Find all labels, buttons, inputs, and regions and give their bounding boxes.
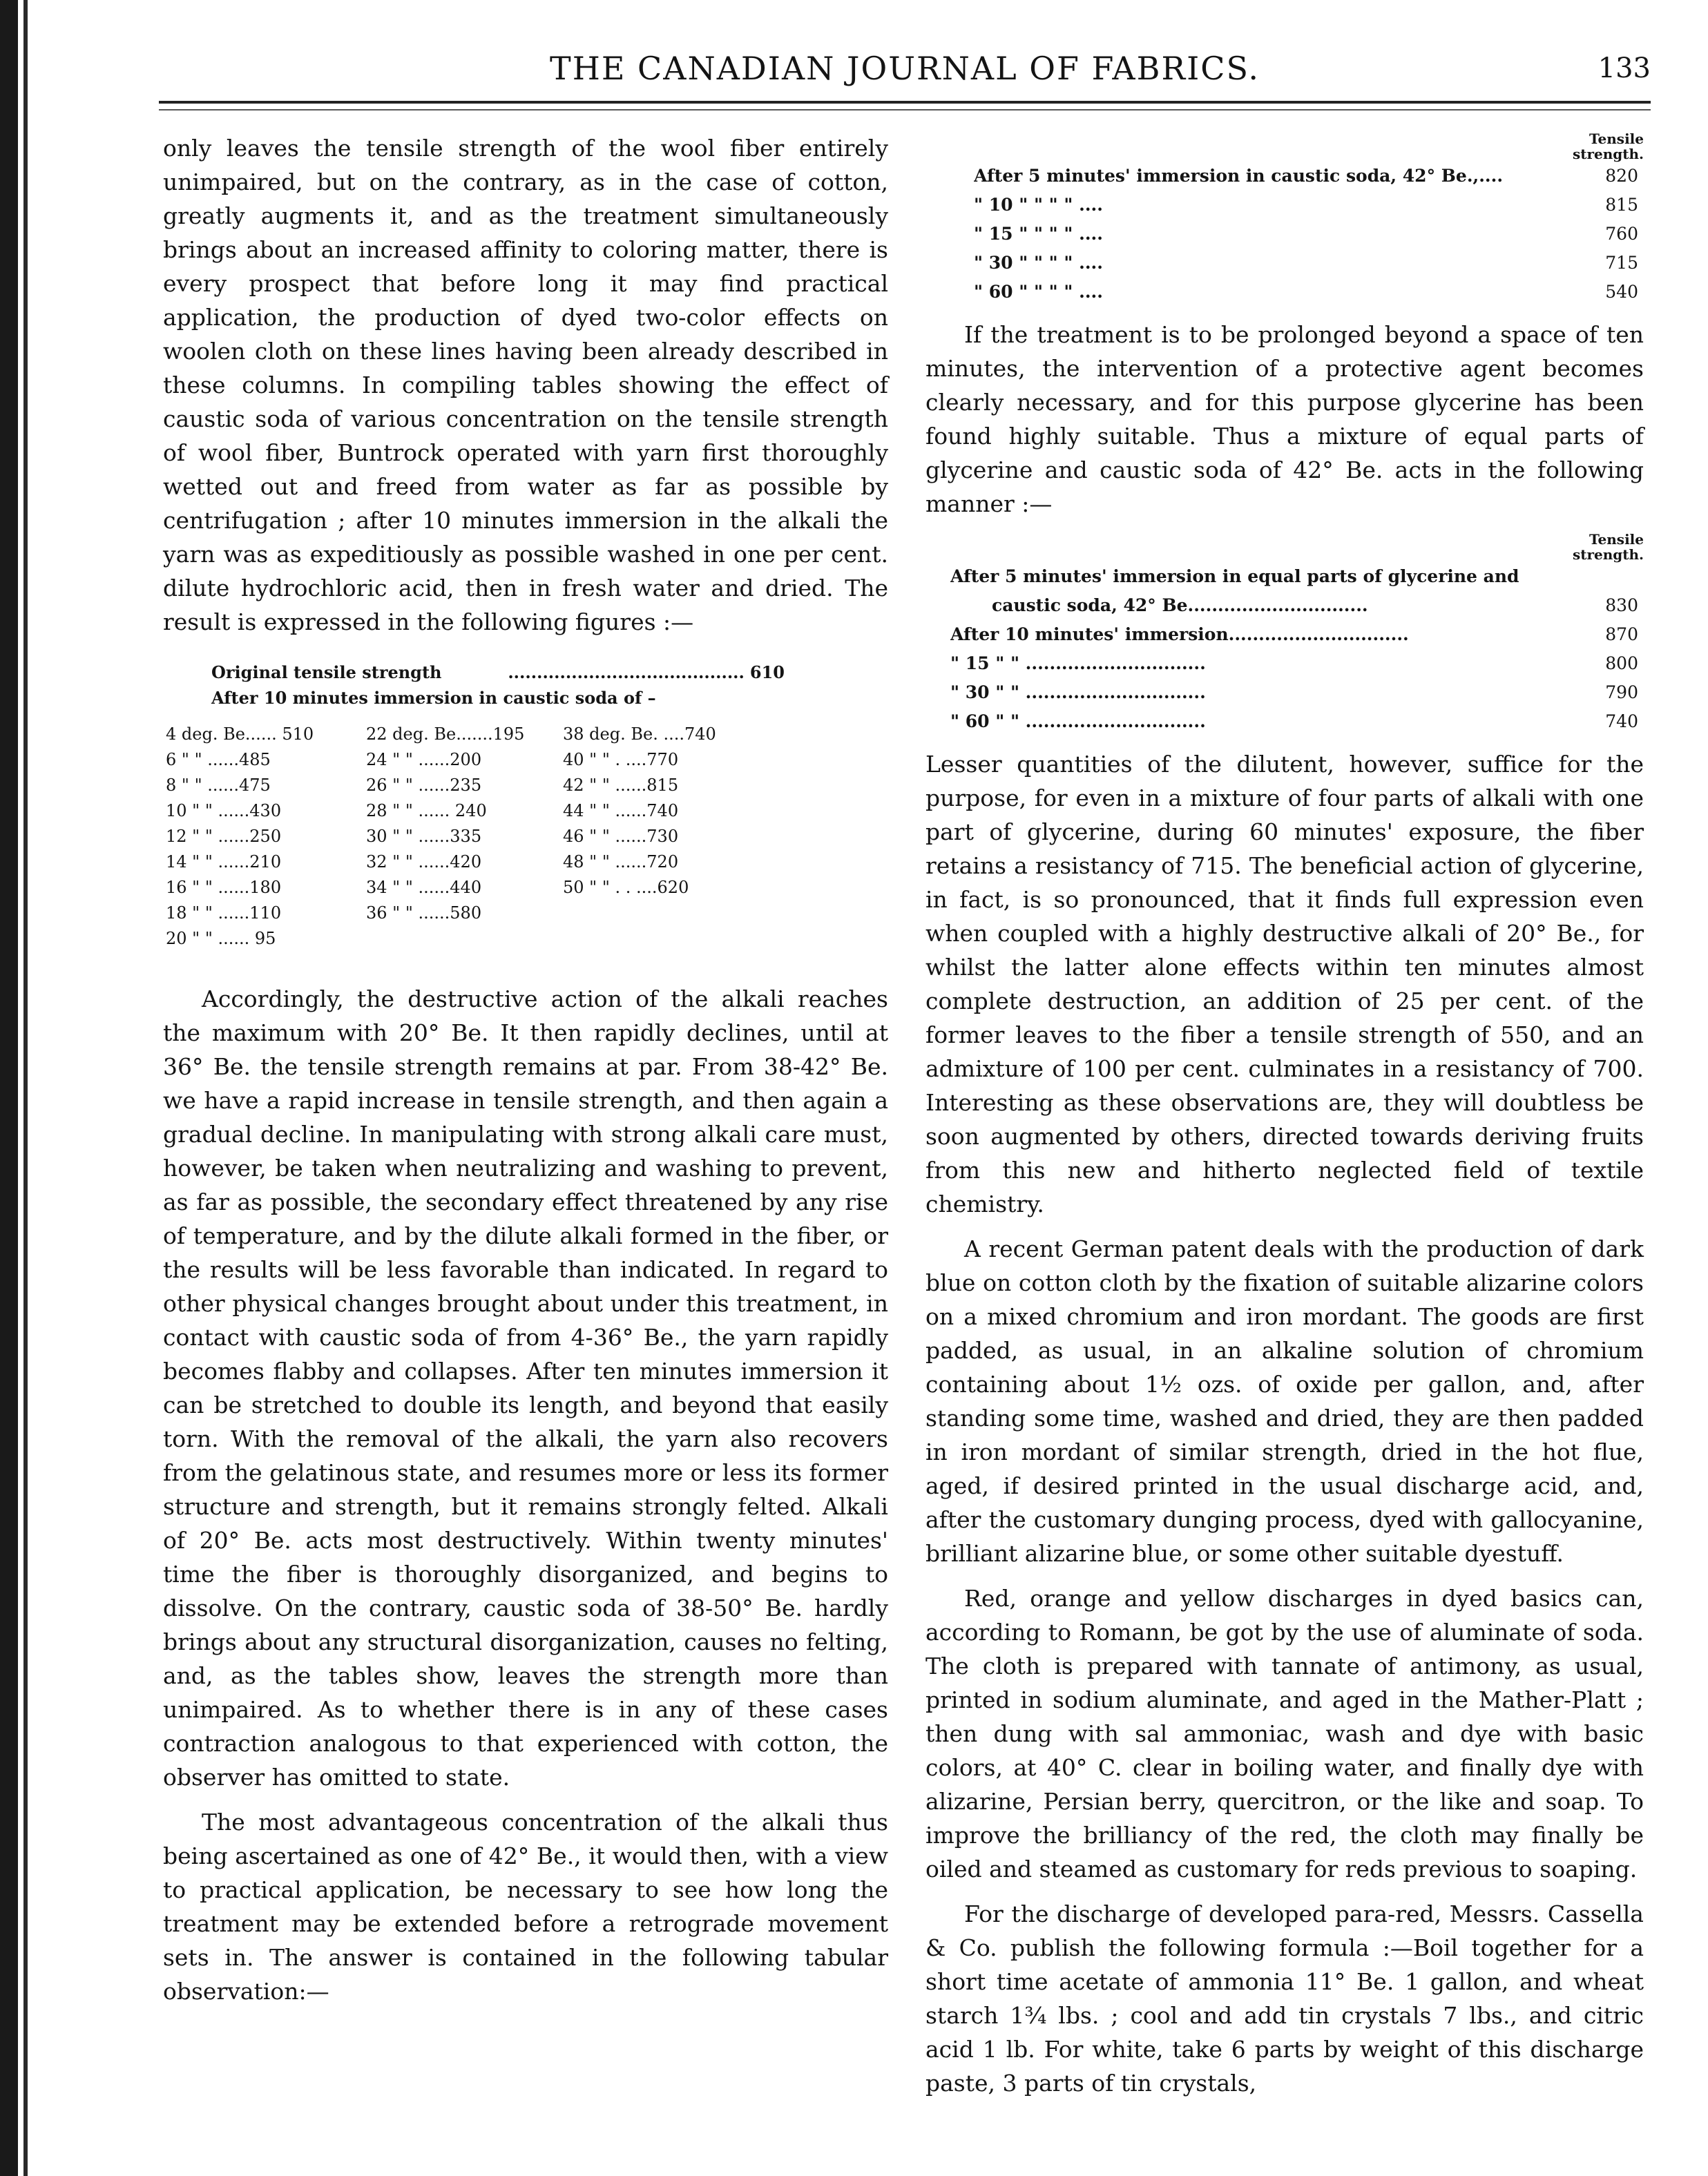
- paragraph: Lesser quantities of the dilutent, however, suffice for the purpose, for even in a mixture of four parts of alkali with one part of glycerine, during 60 minutes' exposure, the fiber retains a resistancy of 715. The beneficial action of glycerine, in fact, is so pronounced, that it finds full expression even when coupled with a highly destructive alkali of 20° Be., for whilst the latter alone effects within ten minutes almost complete destruction, an addition of 25 per cent. of the former leaves to the fiber a tensile strength of 550, and an admixture of 100 per cent. culminates in a resistancy of 700. Interesting as these observations are, they will doubtless be soon augmented by others, directed towards deriving fruits from this new and hitherto neglected field of textile chemistry.: [925, 751, 1644, 1217]
- table-subtitle: After 10 minutes immersion in caustic soda of –: [211, 688, 656, 708]
- table-cell: 40 " " . ....770: [563, 750, 679, 769]
- immersion-time-table: [925, 162, 1644, 307]
- original-strength-label: Original tensile strength: [211, 662, 442, 682]
- glycerine-table: [925, 562, 1644, 736]
- header-rule-thin: [159, 109, 1651, 110]
- table-cell: 10 " " ......430: [166, 801, 282, 820]
- table-cell: 28 " " ...... 240: [366, 801, 487, 820]
- table-cell: 4 deg. Be...... 510: [166, 724, 314, 744]
- table-cell: 34 " " ......440: [366, 878, 482, 897]
- journal-title: THE CANADIAN JOURNAL OF FABRICS.: [550, 50, 1260, 87]
- paragraph: Red, orange and yellow discharges in dyed basics can, according to Romann, be got by the use of aluminate of soda. The cloth is prepared with tannate of antimony, as usual, printed in sodium aluminate, and aged in the Mather-Platt ; then dung with sal ammoniac, wash and dye with basic colors, at 40° C. clear in boiling water, and finally dye with alizarine, Persian berry, quercitron, or the like and soap. To improve the brilliancy of the red, the cloth may finally be oiled and steamed as customary for reds previous to soaping.: [925, 1585, 1644, 1883]
- table-row: After 5 minutes' immersion in caustic soda, 42° Be.,.... 820: [974, 166, 1638, 186]
- page-header: [159, 50, 1651, 98]
- page-number: 133: [1597, 52, 1651, 84]
- paragraph: only leaves the tensile strength of the wool fiber entirely unimpaired, but on the contrary, as in the case of cotton, greatly augments it, and as the treatment simultaneously brings about an increased affinity to coloring matter, there is every prospect that before long it may find practical application, the production of dyed two-color effects on woolen cloth on these lines having been already described in these columns. In compiling tables showing the effect of caustic soda of various concentration on the tensile strength of wool fiber, Buntrock operated with yarn first thoroughly wetted out and freed from water as far as possible by centrifugation ; after 10 minutes immersion in the alkali the yarn was as expeditiously as possible washed in one per cent. dilute hydrochloric acid, then in fresh water and dried. The result is expressed in the following figures :—: [163, 135, 888, 635]
- left-column: [163, 131, 888, 2008]
- table-cell: 46 " " ......730: [563, 827, 679, 846]
- header-rule: [159, 101, 1651, 104]
- tensile-strength-header: Tensile strength.: [1572, 131, 1644, 162]
- paragraph: If the treatment is to be prolonged beyond a space of ten minutes, the intervention of a protective agent becomes clearly necessary, and for this purpose glycerine has been found highly suitable. Thus a mixture of equal parts of glycerine and caustic soda of 42° Be. acts in the following manner :—: [925, 321, 1644, 517]
- table-row: caustic soda, 42° Be.............................. 830: [992, 595, 1638, 615]
- table-cell: 36 " " ......580: [366, 903, 482, 923]
- table-row: After 10 minutes' immersion.............................. 870: [950, 624, 1638, 644]
- paragraph: For the discharge of developed para-red, Messrs. Cassella & Co. publish the following formula :—Boil together for a short time acetate of ammonia 11° Be. 1 gallon, and wheat starch 1¾ lbs. ; cool and add tin crystals 7 lbs., and citric acid 1 lb. For white, take 6 parts by weight of this discharge paste, 3 parts of tin crystals,: [925, 1900, 1644, 2097]
- paragraph: A recent German patent deals with the production of dark blue on cotton cloth by the fixation of suitable alizarine colors on a mixed chromium and iron mordant. The goods are first padded, as usual, in an alkaline solution of chromium containing about 1½ ozs. of oxide per gallon, and, after standing some time, washed and dried, they are then padded in iron mordant of similar strength, dried in the hot flue, aged, if desired printed in the usual discharge acid, and, after the customary dunging process, dyed with gallocyanine, brilliant alizarine blue, or some other suitable dyestuff.: [925, 1235, 1644, 1567]
- table-row: " 30 " " " " .... 715: [974, 253, 1638, 273]
- table-cell: 20 " " ...... 95: [166, 929, 276, 948]
- page-binding-edge: [0, 0, 18, 2176]
- table-cell: 44 " " ......740: [563, 801, 679, 820]
- table-row: " 15 " " " " .... 760: [974, 224, 1638, 244]
- table-cell: 14 " " ......210: [166, 852, 282, 872]
- concentration-table: [163, 659, 888, 711]
- table-cell: 8 " " ......475: [166, 776, 271, 795]
- table-cell: 50 " " . . ....620: [563, 878, 689, 897]
- original-strength-row: Original tensile strength ......................................... 610: [211, 659, 785, 686]
- table-cell: 18 " " ......110: [166, 903, 282, 923]
- table-cell: 22 deg. Be.......195: [366, 724, 525, 744]
- table-cell: 26 " " ......235: [366, 776, 482, 795]
- paragraph: The most advantageous concentration of the alkali thus being ascertained as one of 42° Be., it would then, with a view to practical application, be necessary to see how long the treatment may be extended before a retrograde movement sets in. The answer is contained in the following tabular observation:—: [163, 1809, 888, 2005]
- table-cell: 30 " " ......335: [366, 827, 482, 846]
- right-column: [925, 131, 1644, 2100]
- page-binding-stripe: [23, 0, 28, 2176]
- grid-column: [166, 722, 366, 952]
- table-row: " 10 " " " " .... 815: [974, 195, 1638, 215]
- table-row: " 15 " " .............................. 800: [950, 653, 1638, 673]
- table-cell: 42 " " ......815: [563, 776, 679, 795]
- table-row: " 60 " " " " .... 540: [974, 282, 1638, 302]
- grid-column: [366, 722, 563, 952]
- paragraph: Accordingly, the destructive action of the alkali reaches the maximum with 20° Be. It then rapidly declines, until at 36° Be. the tensile strength remains at par. From 38-42° Be. we have a rapid increase in tensile strength, and then again a gradual decline. In manipulating with strong alkali care must, however, be taken when neutralizing and washing to prevent, as far as possible, the secondary effect threatened by any rise of temperature, and by the dilute alkali formed in the fiber, or the results will be less favorable than indicated. In regard to other physical changes brought about under this treatment, in contact with caustic soda of from 4-36° Be., the yarn rapidly becomes flabby and collapses. After ten minutes immersion it can be stretched to double its length, and beyond that easily torn. With the removal of the alkali, the yarn also recovers from the gelatinous state, and resumes more or less its former structure and strength, but it remains strongly felted. Alkali of 20° Be. acts most destructively. Within twenty minutes' time the fiber is thoroughly disorganized, and begins to dissolve. On the contrary, caustic soda of 38-50° Be. hardly brings about any structural disorganization, causes no felting, and, as the tables show, leaves the strength more than unimpaired. As to whether there is in any of these cases contraction analogous to that experienced with cotton, the observer has omitted to state.: [163, 985, 888, 1791]
- table-row: " 30 " " .............................. 790: [950, 682, 1638, 702]
- table-cell: 38 deg. Be. ....740: [563, 724, 716, 744]
- table-cell: 32 " " ......420: [366, 852, 482, 872]
- table-row: After 5 minutes' immersion in equal parts of glycerine and: [950, 566, 1519, 586]
- table-cell: 6 " " ......485: [166, 750, 271, 769]
- concentration-grid: [163, 722, 888, 952]
- tensile-strength-header: Tensile strength.: [1572, 531, 1644, 563]
- grid-column: [563, 722, 770, 952]
- table-cell: 12 " " ......250: [166, 827, 282, 846]
- table-cell: 48 " " ......720: [563, 852, 679, 872]
- table-row: " 60 " " .............................. 740: [950, 711, 1638, 731]
- table-cell: 16 " " ......180: [166, 878, 282, 897]
- table-cell: 24 " " ......200: [366, 750, 482, 769]
- original-strength-value: 610: [749, 662, 785, 682]
